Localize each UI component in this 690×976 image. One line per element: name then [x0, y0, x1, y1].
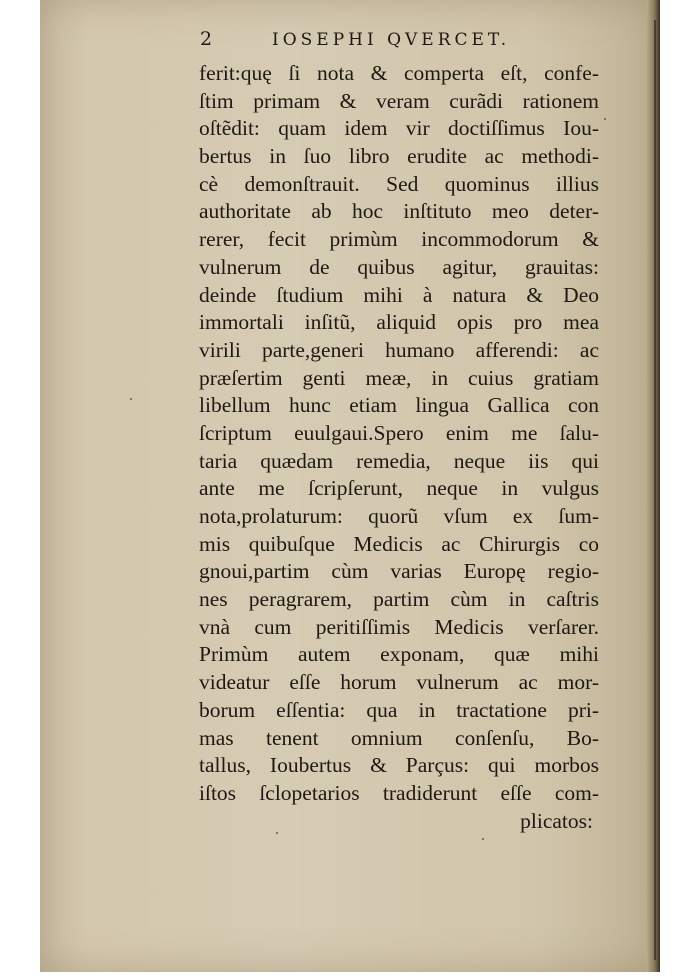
- text-line: ſcriptum euulgaui.Spero enim me ſalu-: [199, 420, 599, 445]
- paper-speck: [276, 832, 278, 834]
- text-line: nota,prolaturum: quorũ vſum ex ſum-: [199, 504, 599, 528]
- body-text: [199, 60, 599, 835]
- text-line: gnoui,partim cùm varias Europę regio-: [199, 559, 599, 584]
- running-head: IOSEPHI QVERCET.: [272, 30, 511, 50]
- page-edge-line: [654, 20, 656, 960]
- text-line: rerer, fecit primùm incommodorum &: [199, 227, 599, 252]
- text-line: borum eſſentia: qua in tractatione pri-: [199, 697, 599, 722]
- page-header: [200, 28, 600, 58]
- text-line: præſertim genti meæ, in cuius gratiam: [199, 365, 599, 390]
- text-line: vulnerum de quibus agitur, grauitas:: [199, 254, 599, 279]
- text-line: ferit:quę ſi nota & comperta eſt, confe-: [199, 61, 599, 85]
- text-line: mas tenent omnium conſenſu, Bo-: [199, 725, 599, 750]
- paper-speck: [604, 118, 606, 120]
- page-binding-edge: [646, 0, 660, 972]
- text-line: mis quibuſque Medicis ac Chirurgis co: [199, 531, 599, 556]
- text-line: deinde ſtudium mihi à natura & Deo: [199, 282, 599, 307]
- text-line: ante me ſcripſerunt, neque in vulgus: [199, 476, 599, 501]
- text-line-catchword: plicatos:: [520, 808, 593, 833]
- text-line: ſtim primam & veram curãdi rationem: [199, 88, 599, 113]
- text-line: tallus, Ioubertus & Parçus: qui morbos: [199, 753, 599, 778]
- text-line: authoritate ab hoc inſtituto meo deter-: [199, 199, 599, 224]
- paper-speck: [482, 838, 484, 840]
- page-number: 2: [200, 28, 213, 50]
- text-line: virili parte,generi humano afferendi: ac: [199, 337, 599, 362]
- text-line: libellum hunc etiam lingua Gallica con: [199, 393, 599, 418]
- text-line: Primùm autem exponam, quæ mihi: [199, 642, 599, 667]
- text-line: taria quædam remedia, neque iis qui: [199, 448, 599, 473]
- paper-speck: [130, 398, 132, 400]
- text-line: iſtos ſclopetarios tradiderunt eſſe com-: [199, 780, 599, 805]
- text-line: oſtẽdit: quam idem vir doctiſſimus Iou-: [199, 116, 599, 141]
- text-line: cè demonſtrauit. Sed quominus illius: [199, 171, 599, 196]
- text-line: immortali inſitũ, aliquid opis pro mea: [199, 310, 599, 335]
- text-line: videatur eſſe horum vulnerum ac mor-: [199, 670, 599, 695]
- text-line: bertus in ſuo libro erudite ac methodi-: [199, 144, 599, 169]
- text-line: vnà cum peritiſſimis Medicis verſarer.: [199, 614, 599, 639]
- text-line: nes peragrarem, partim cùm in caſtris: [199, 587, 599, 612]
